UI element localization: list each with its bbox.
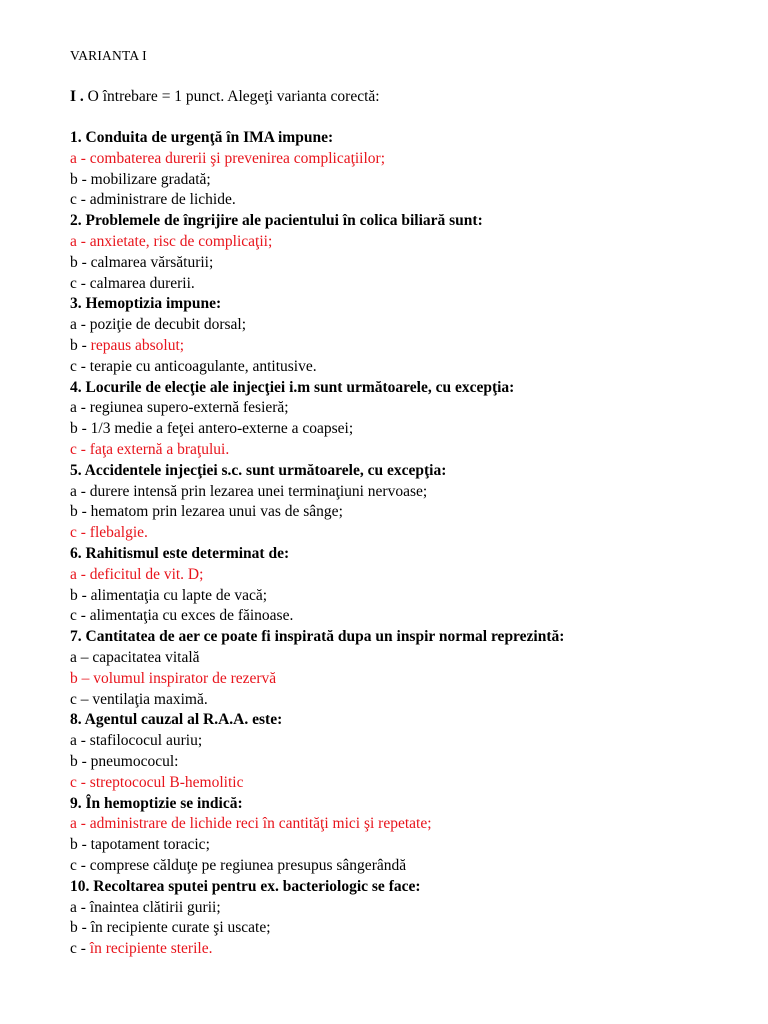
question-1: 1. Conduita de urgenţă în IMA impune:	[70, 129, 334, 146]
question-6-option-a: a - deficitul de vit. D;	[70, 565, 204, 583]
question-10: 10. Recoltarea sputei pentru ex. bacteriologic se face:	[70, 877, 421, 895]
question-7-option-a: a – capacitatea vitală	[70, 649, 200, 666]
question-1-option-c: c - administrare de lichide.	[70, 191, 236, 209]
question-9-option-a: a - administrare de lichide reci în cantităţi mici şi repetate;	[70, 815, 432, 833]
question-2: 2. Problemele de îngrijire ale pacientului în colica biliară sunt:	[70, 212, 483, 230]
question-3-option-a: a - poziţie de decubit dorsal;	[70, 316, 247, 334]
option-prefix: c -	[70, 940, 90, 958]
question-4: 4. Locurile de elecţie ale injecţiei i.m sunt următoarele, cu excepţia:	[70, 378, 515, 396]
question-1-option-b: b - mobilizare gradată;	[70, 170, 211, 188]
question-10-option-b: b - în recipiente curate şi uscate;	[70, 919, 271, 937]
question-8: 8. Agentul cauzal al R.A.A. este:	[70, 711, 283, 729]
question-1-option-a: a - combaterea durerii şi prevenirea complicaţiilor;	[70, 149, 386, 167]
question-8-option-c: c - streptococul B-hemolitic	[70, 773, 244, 791]
question-3-option-b	[70, 336, 184, 356]
question-6-option-b: b - alimentaţia cu lapte de vacă;	[70, 586, 268, 604]
section-roman-numeral: I .	[70, 88, 84, 105]
question-7-option-b: b – volumul inspirator de rezervă	[70, 669, 277, 687]
question-8-option-b: b - pneumococul:	[70, 753, 179, 770]
question-6: 6. Rahitismul este determinat de:	[70, 545, 290, 562]
question-9: 9. În hemoptizie se indică:	[70, 794, 243, 812]
section-header	[70, 87, 380, 107]
question-2-option-c: c - calmarea durerii.	[70, 274, 195, 292]
question-7: 7. Cantitatea de aer ce poate fi inspirată dupa un inspir normal reprezintă:	[70, 628, 565, 646]
option-label: repaus absolut;	[90, 337, 185, 354]
question-2-option-a: a - anxietate, risc de complicaţii;	[70, 233, 273, 250]
question-6-option-c: c - alimentaţia cu exces de făinoase.	[70, 607, 294, 625]
variant-title: VARIANTA I	[70, 48, 147, 63]
question-5-option-c: c - flebalgie.	[70, 524, 148, 542]
question-9-option-b: b - tapotament toracic;	[70, 836, 210, 854]
question-4-option-a: a - regiunea supero-externă fesieră;	[70, 399, 289, 417]
question-2-option-b: b - calmarea vărsăturii;	[70, 253, 214, 271]
question-3: 3. Hemoptizia impune:	[70, 295, 222, 313]
question-5: 5. Accidentele injecţiei s.c. sunt următoarele, cu excepţia:	[70, 461, 447, 479]
question-8-option-a: a - stafilococul auriu;	[70, 732, 203, 750]
question-4-option-c: c - faţa externă a braţului.	[70, 441, 230, 458]
question-3-option-c: c - terapie cu anticoagulante, antitusive.	[70, 357, 317, 375]
question-5-option-a: a - durere intensă prin lezarea unei terminaţiuni nervoase;	[70, 482, 428, 500]
question-10-option-a: a - înaintea clătirii gurii;	[70, 898, 221, 916]
option-label: în recipiente sterile	[89, 940, 209, 958]
option-suffix: .	[208, 940, 213, 958]
question-7-option-c: c – ventilaţia maximă.	[70, 690, 208, 708]
question-5-option-b: b - hematom prin lezarea unui vas de sânge;	[70, 503, 343, 521]
question-9-option-c: c - comprese călduţe pe regiunea presupus sângerândă	[70, 857, 407, 874]
option-prefix: b -	[70, 337, 91, 354]
question-4-option-b: b - 1/3 medie a feţei antero-externe a coapsei;	[70, 420, 354, 438]
question-10-option-c	[70, 939, 212, 959]
section-instructions: O întrebare = 1 punct. Alegeţi varianta corectă:	[83, 88, 380, 105]
